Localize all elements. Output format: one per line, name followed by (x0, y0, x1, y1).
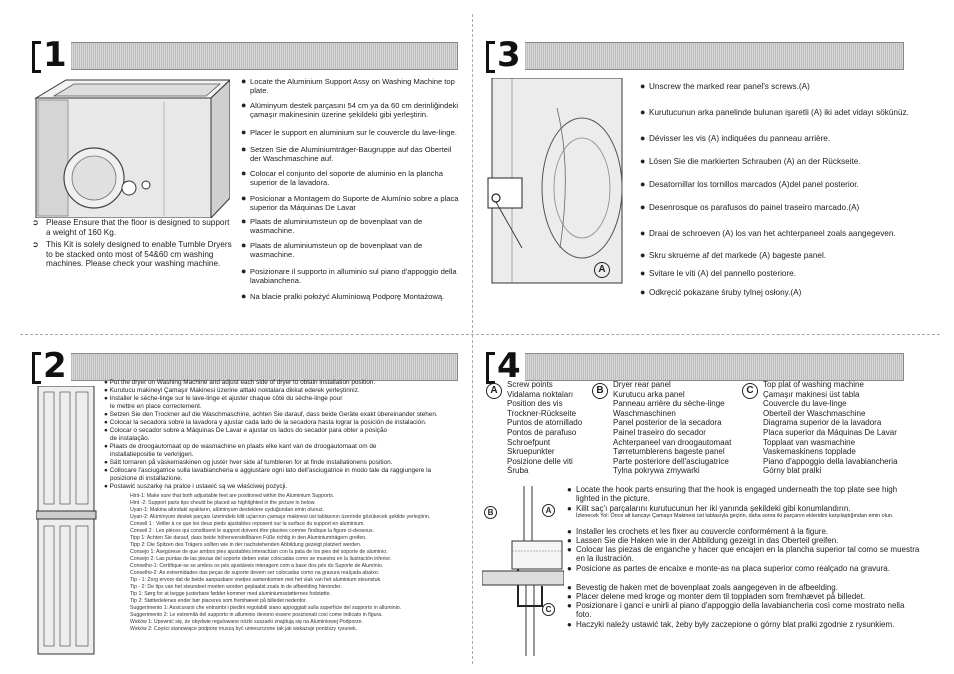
legend-a-item: Śruba (507, 466, 529, 476)
legend-c-item: Diagrama superior de la lavadora (763, 418, 882, 428)
legend-b-item: Tørretumblerens bageste panel (613, 447, 725, 457)
s3-bullet: ● Kurutucunun arka panelinde bulunan işaretli (A) iki adet vidayı sökünüz. (640, 107, 909, 117)
dryer-rear-illustration (482, 78, 630, 288)
legend-a-item: Pontos de parafuso (507, 427, 577, 437)
s2-bullet: ● Colocar la secadora sobre la lavadora y ajustar cada lado de la secadora hasta lograr la posición de instalación. (104, 419, 427, 426)
section-2-number: 2 (30, 349, 71, 384)
s1-bullet: ● Na blacie pralki położyć Aluminiową Podporę Montażową. (241, 291, 445, 301)
s2-hint: Tipp 1: Achten Sie darauf, dass beide höhenverstellbaren Füße richtig in den Aluminiumträgern greifen. (130, 535, 367, 541)
legend-a-item: Skruepunkter (507, 447, 555, 457)
legend-c-item: Topplaat van wasmachine (763, 437, 856, 447)
s3-bullet: ● Desatornillar los tornillos marcados (A)del panel posterior. (640, 179, 859, 189)
s2-hint: Tipp 2: Die Spitzen des Trägers sollten wie in der nachstehenden Abbildung gezeigt platziert werden. (130, 542, 362, 548)
legend-b-item: Waschmaschinen (613, 408, 676, 418)
s3-bullet: ● Odkręcić pokazane śruby tylnej osłony.(A) (640, 287, 802, 297)
s1-bullet: ● Plaats de aluminiumsteun op de bovenplaat van de wasmachine. (241, 240, 423, 259)
s4-bullet: ● Colocar las piezas de enganche y hacer que encajen en la plancha superior tal como se muestra en la ilustración. (567, 545, 920, 564)
s2-bullet: ● Sätt tornaren på väskemaskinen og justér hver side af tumbleren for at finde installationens position. (104, 459, 393, 466)
s3-bullet: ● Dévisser les vis (A) indiquées du panneau arrière. (640, 133, 831, 143)
s2-hint: Hint -2: Support parts tips should be placed as highlighted in the picture in below. (130, 500, 316, 506)
s2-bullet: ● Collocare l'asciugatrice sulla lavabiancheria e aggiustare ogni lato dell'asciugatrice in modo tale da raggiungere la (104, 467, 432, 474)
s1-bullet: ● Posizionare il supporto in alluminio sul piano d'appoggio della lavabiancheria. (241, 266, 457, 285)
legend-c-item: Çamaşır makinesi üst tabla (763, 389, 860, 399)
legend-label-a: A (486, 383, 502, 399)
s4-bullet: ● Posicione as partes de encaixe e monte-as na placa superior como realçado na gravura. (567, 564, 890, 573)
legend-b-item: Achterpaneel van droogautomaat (613, 437, 732, 447)
s4-bullet: ● Placer delene med kroge og monter dem til toppladen som fremhævet på billedet. (567, 592, 866, 601)
legend-c-item: Placa superior da Máquinas De Lavar (763, 427, 897, 437)
s2-hint: Uyarı-1: Makina altındaki ayakların, alüminyum desteklere uyduğundan emin olunuz. (130, 507, 325, 513)
s2-hint: Wsków 2: Części stanowiące podporę muszą być umieszczone tak jak wskazuje poniższy rysunek. (130, 626, 358, 632)
s1-bullet: ● Alüminyum destek parçasını 54 cm ya da 60 cm derinliğindeki çamaşır makinesinin üzerine şekildeki gibi yerleştirin. (241, 100, 459, 119)
section-3-label-a: A (594, 262, 610, 278)
legend-b-item: Painel traseiro do secador (613, 427, 706, 437)
legend-b-item: Kurutucu arka panel (613, 389, 685, 399)
horizontal-divider (20, 334, 940, 335)
s2-bullet: ● Postawić suszarkę na pralce i ustawić są we właściwej pozycji. (104, 483, 288, 490)
s3-bullet: ● Skru skruerne af det markede (A) bageste panel. (640, 250, 827, 260)
s2-bullet: ● Installer le sèche-linge sur le lave-linge et ajuster chaque côté du sèche-linge pour (104, 395, 343, 402)
legend-a-item: Trockner-Rückseite (507, 408, 577, 418)
s2-bullet: ● Setzen Sie den Trockner auf die Waschmaschine, achten Sie darauf, dass beide Geräte exakt übereinander stehen. (104, 411, 438, 418)
kit-note: ➲ This Kit is solely designed to enable Tumble Dryers to be stacked onto most of 54&60 cm washing machines. Please check your washing machine. (32, 240, 232, 268)
s4-bullet: ● Bevestig de haken met de bovenplaat zoals aangegeven in de afbeelding. (567, 583, 838, 592)
section-3-number: 3 (484, 38, 525, 73)
legend-b-item: Panel posterior de la secadora (613, 418, 722, 428)
s2-hint: Conselho-1: Certifique-se se ambos os pés ajustáveis interagem com a base dos pés do Suporte de Alumínio. (130, 563, 384, 569)
s1-bullet: ● Setzen Sie die Aluminiumträger-Baugruppe auf das Oberteil der Waschmaschine auf. (241, 144, 452, 163)
s4-bullet: ● Posizionare i ganci e unirli al piano d'appoggio della lavabiancheria così come mostrato nella foto. (567, 601, 905, 620)
section-4-number: 4 (484, 349, 525, 384)
s3-bullet: ● Desenrosque os parafusos do painel traseiro marcado.(A) (640, 202, 860, 212)
s1-bullet: ● Locate the Aluminium Support Assy on Washing Machine top plate. (241, 76, 455, 95)
s2-bullet: le mettre en place correctement. (110, 403, 202, 410)
s2-hint: Consejo 1: Asegúrese de que ambos pies ajustables interactúan con la pata de los pies del soporte de aluminio. (130, 549, 388, 555)
section-4-header-bar (488, 353, 904, 381)
legend-c-item: Couvercle du lave-linge (763, 399, 847, 409)
s2-hint: Suggerimento 2: Le estremità del supporto in alluminio devono essere posizionati così come indicato in figura. (130, 612, 383, 618)
s3-bullet: ● Draai de schroeven (A) los van het achterpaneel zoals aangegeven. (640, 228, 896, 238)
legend-b-item: Parte posteriore dell'asciugatrice (613, 456, 729, 466)
legend-c-item: Vaskemaskinens topplade (763, 447, 856, 457)
fig-label-c: C (542, 603, 555, 616)
s2-hint: Tip - 2: De tips van het steundeel moeten worden geplaatst zoals in de afbeelding hieronder. (130, 584, 342, 590)
legend-label-c: C (742, 383, 758, 399)
s4-bullet: ● Kilit saç'ı parçalarını kurutucunun her iki yanında şekildeki gibi konumlandırın. (567, 504, 851, 513)
s1-bullet: ● Placer le support en aluminium sur le couvercle du lave-linge. (241, 127, 457, 137)
s2-bullet: ● Put the dryer on Washing Machine and adjust each side of dryer to obtain installation position. (104, 379, 376, 386)
legend-a-item: Position des vis (507, 399, 563, 409)
s3-bullet: ● Lösen Sie die markierten Schrauben (A) an der Rückseite. (640, 156, 861, 166)
s2-hint: Suggerimento 1: Assicurarsi che entrambi i piedini regolabili siano appoggiati sulla superficie del supporto in alluminio. (130, 605, 402, 611)
s2-bullet: installatiepositie te verkrijgen. (110, 451, 194, 458)
s2-bullet: posizione di installazione. (110, 475, 183, 482)
s2-bullet: ● Plaats de droogautomaat op de wasmachine en plaats elke kant van de droogautomaat om de (104, 443, 377, 450)
s1-bullet: ● Colocar el conjunto del soporte de aluminio en la plancha superior de la lavadora. (241, 168, 443, 187)
s2-hint: Hint-1: Make sure that both adjustable feet are positioned within the Aluminium Supports. (130, 493, 335, 499)
s4-bullet: ● Installer les crochets et les fixer au couvercle conformément à la figure. (567, 527, 829, 536)
section-2-header-bar (34, 353, 458, 381)
s4-bullet: İzlenecek Yol: Önce alt kancayı Çamaşır Makinesi üst tablasıyla geçirin, daha sonra iki parçanın ekleridini karşılaştığından emin olun. (576, 513, 894, 519)
s4-bullet: ● Haczyki należy ustawić tak, żeby były zaczepione o górny blat pralki zgodnie z rysunkiem. (567, 620, 895, 629)
legend-column-b (613, 380, 743, 476)
s1-bullet: ● Posicionar a Montagem do Suporte de Alumínio sobre a placa superior da Máquinas De Lavar (241, 193, 459, 212)
fig-label-b: B (484, 506, 497, 519)
s2-hint: Conseil 1 : Veiller à ce que les deux pieds ajustables reposent sur la surface du support en aluminium. (130, 521, 365, 527)
legend-b-item: Tylna pokrywa zmywarki (613, 466, 700, 476)
section-3-header-bar (488, 42, 904, 70)
s1-bullet: ● Plaats de aluminiumsteun op de bovenplaat van de wasmachine. (241, 216, 423, 235)
legend-a-item: Screw points (507, 380, 553, 389)
legend-a-item: Vidalama noktaları (507, 389, 574, 399)
legend-a-item: Puntos de atornillado (507, 418, 583, 428)
s2-hint: Consejo 2: Las puntas de las piezas del soporte deben estar colocadas como se muestra en la ilustración inferior. (130, 556, 392, 562)
s2-hint: Tip 1: Sørg for at begge justerbare fødder kommer med aluminiumsstøtternes fodstøtte. (130, 591, 332, 597)
s2-hint: Conseil 2 : Les pièces qui constituent le support doivent être placées comme l'indique la figure ci-dessous. (130, 528, 375, 534)
legend-c-item: Oberteil der Waschmaschine (763, 408, 866, 418)
legend-b-item: Panneau arrière du sèche-linge (613, 399, 725, 409)
legend-c-item: Piano d'appoggio della lavabiancheria (763, 456, 898, 466)
stacked-appliances-illustration (36, 386, 98, 656)
s2-hint: Wsków 1: Upewnić się, że obydwie regulowane nóżki suszarki znajdują się na Aluminiowej Podporze. (130, 619, 363, 625)
legend-label-b: B (592, 383, 608, 399)
fig-label-a: A (542, 504, 555, 517)
legend-a-item: Schroefpunt (507, 437, 551, 447)
s2-hint: Uyarı-2: Alüminyum destek parçası üzerindeki kilit uçlarının çamaşır makinesi üst tablasının üzerinde gözükecek şekilde yerleştirin. (130, 514, 431, 520)
section-1-number: 1 (30, 38, 71, 73)
s4-bullet: ● Locate the hook parts ensuring that the hook is engaged underneath the top plate see high lighted in the picture. (567, 485, 898, 504)
legend-column-c (763, 380, 913, 476)
s4-bullet: ● Lassen Sie die Haken wie in der Abbildung gezeigt in das Oberteil greifen. (567, 536, 839, 545)
vertical-divider (472, 14, 473, 664)
s3-bullet: ● Unscrew the marked rear panel's screws.(A) (640, 81, 810, 91)
s2-hint: Tip 2: Støttedelenes ender bør placeres som fremhævet på billedet nedenfor. (130, 598, 307, 604)
s2-bullet: ● Colocar o secador sobre a Máquinas De Lavar e ajustar os lados do secador para obter a posição (104, 427, 388, 434)
s2-hint: Conselho-2: As extremidades das peças de suporte devem ser colocadas como na gravura realçada abaixo. (130, 570, 380, 576)
s3-bullet: ● Svitare le viti (A) del pannello posteriore. (640, 268, 796, 278)
washing-machine-illustration (34, 78, 230, 218)
legend-b-item: Dryer rear panel (613, 380, 671, 389)
floor-note: ➲ Please Ensure that the floor is designed to support a weight of 160 Kg. (32, 218, 230, 237)
s2-bullet: de instalação. (110, 435, 150, 442)
s2-hint: Tip - 1: Zorg ervoor dat de beide aanpasbare voetjes samenkomen met het vlak van het aluminium steunstuk. (130, 577, 382, 583)
legend-column-a (507, 380, 587, 476)
legend-c-item: Górny blat pralki (763, 466, 822, 476)
s2-bullet: ● Kurutucu makineyi Çamaşır Makinesi üzerine alttaki noktalara dikkat ederek yerleştiriniz. (104, 387, 360, 394)
legend-c-item: Top plat of washing machine (763, 380, 864, 389)
section-1-header-bar (34, 42, 458, 70)
legend-a-item: Posizione delle viti (507, 456, 573, 466)
